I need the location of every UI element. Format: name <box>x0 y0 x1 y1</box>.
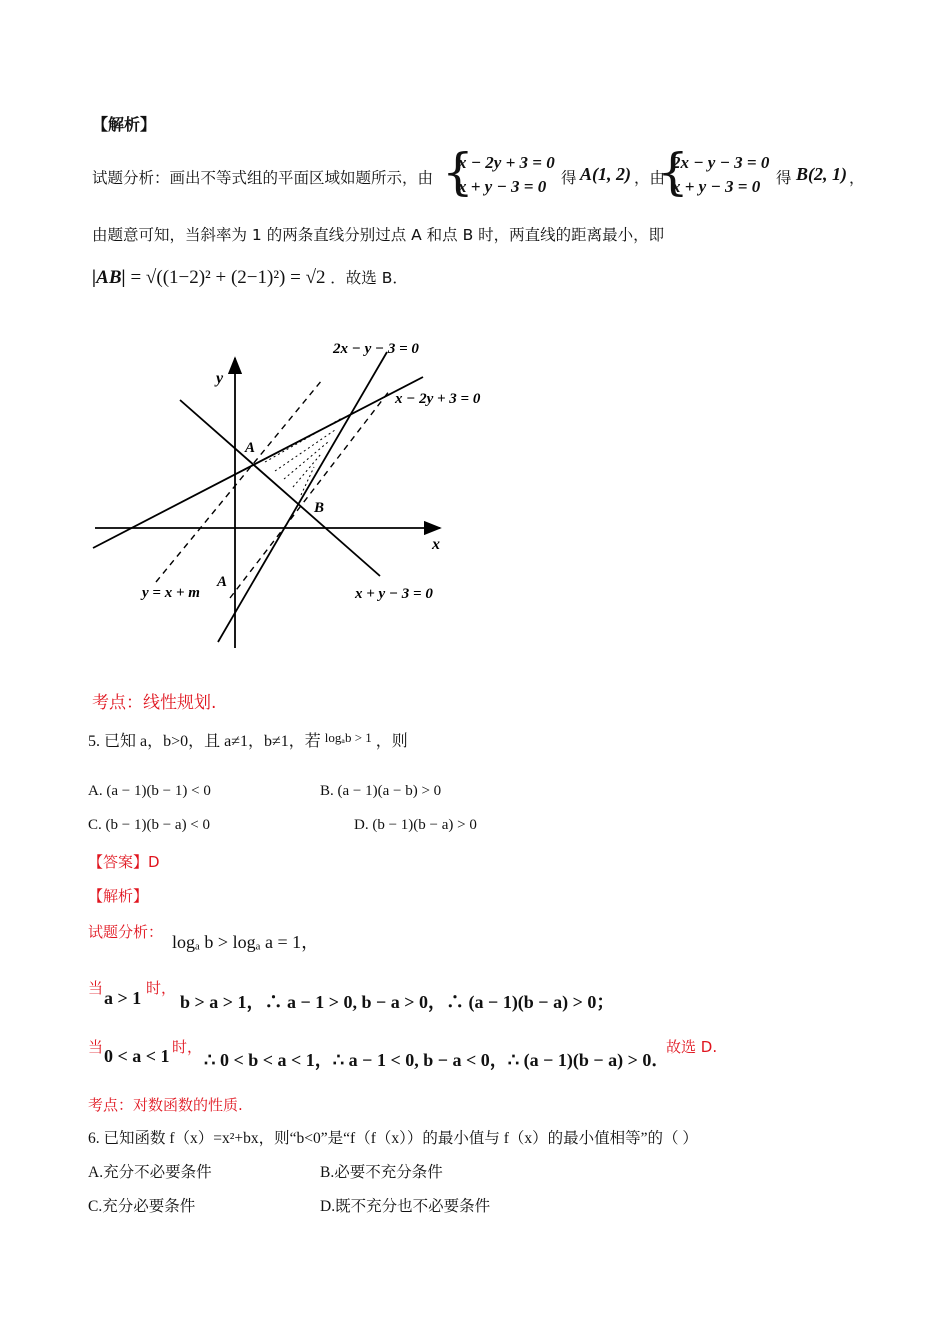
equation-system-1 <box>458 151 555 199</box>
q5-analysis-heading: 【解析】 <box>88 887 149 905</box>
q5-case1-when: 当 <box>88 979 104 997</box>
dashed-line-through-a <box>156 380 325 582</box>
point-a-coords: A(1, 2) <box>580 164 631 184</box>
q5-stem <box>88 728 408 751</box>
q5-case2-end: 故选 D. <box>666 1038 718 1056</box>
formula-end: ．故选 B． <box>330 269 408 287</box>
dashed-line-through-b <box>230 390 390 598</box>
q5-case1-condition: a > 1 <box>104 988 142 1008</box>
analysis-text-line2: 由题意可知，当斜率为 1 的两条直线分别过点 A 和点 B 时，两直线的距离最小，即 <box>92 226 665 244</box>
q5-case1-body: b > a > 1，∴ a − 1 > 0, b − a > 0，∴ (a − 1)(b − a) > 0； <box>180 992 615 1012</box>
q5-kaodian: 考点：对数函数的性质. <box>88 1096 243 1114</box>
text-get: 得 <box>561 169 577 187</box>
equation-line: 2x − y − 3 = 0 <box>672 153 770 172</box>
formula-lhs: |AB| <box>92 267 126 288</box>
formula-rhs: = √((1−2)² + (2−1)²) = √2 <box>130 267 326 288</box>
q5-case1-shi: 时， <box>146 979 177 997</box>
label-axis-y: y <box>216 370 224 387</box>
q5-case2-when: 当 <box>88 1038 104 1056</box>
q5-analysis-formula: logₐ b > logₐ a = 1， <box>172 932 320 952</box>
equation-line: x − 2y + 3 = 0 <box>458 153 555 172</box>
brace-system-2: { <box>657 143 689 201</box>
q5-case2-shi: 时， <box>172 1038 203 1056</box>
brace-system-1: { <box>442 143 474 201</box>
q5-option-c: C. (b − 1)(b − a) < 0 <box>88 817 211 833</box>
label-y-x-m: y = x + m <box>142 585 200 601</box>
q6-stem: 6. 已知函数 f（x）=x²+bx，则“b<0”是“f（f（x））的最小值与 f（x）的最小值相等”的（ ） <box>88 1130 698 1147</box>
kaodian-linear-programming: 考点：线性规划. <box>92 693 217 713</box>
label-point-a-prime: A <box>217 574 228 590</box>
q6-option-c: C.充分必要条件 <box>88 1198 196 1215</box>
q5-option-b: B. (a − 1)(a − b) > 0 <box>320 783 442 799</box>
linear-programming-figure <box>90 330 510 650</box>
label-x-plus-y: x + y − 3 = 0 <box>355 586 433 602</box>
q5-answer: 【答案】D <box>88 853 160 871</box>
text-get: 得 <box>776 169 792 187</box>
q5-case2-condition: 0 < a < 1 <box>104 1046 170 1066</box>
q6-option-a: A.充分不必要条件 <box>88 1164 212 1181</box>
text-comma-you: ，由 <box>634 169 666 187</box>
q5-option-d: D. (b − 1)(b − a) > 0 <box>354 817 477 833</box>
q6-option-b: B.必要不充分条件 <box>320 1164 443 1181</box>
point-b-coords: B(2, 1) <box>796 164 847 184</box>
distance-formula <box>92 266 408 289</box>
equation-line: x + y − 3 = 0 <box>458 177 547 196</box>
q5-stem-log: logₐb > 1 <box>324 730 372 745</box>
section-heading-analysis: 【解析】 <box>92 115 157 134</box>
label-x-2y: x − 2y + 3 = 0 <box>395 391 481 407</box>
equation-system-2 <box>672 151 769 199</box>
q5-option-a: A. (a − 1)(b − 1) < 0 <box>88 783 211 799</box>
label-2x-minus-y: 2x − y − 3 = 0 <box>333 341 419 357</box>
q6-option-d: D.既不充分也不必要条件 <box>320 1198 491 1215</box>
label-point-a: A <box>245 440 256 456</box>
feasible-region-hatching <box>265 418 342 495</box>
q5-analysis-prefix: 试题分析： <box>88 923 164 941</box>
label-axis-x: x <box>432 536 440 553</box>
text-comma: ， <box>849 169 865 187</box>
equation-line: x + y − 3 = 0 <box>672 177 761 196</box>
q5-stem-pre: 5. 已知 a，b>0，且 a≠1，b≠1，若 <box>88 733 321 750</box>
analysis-text-prefix: 试题分析：画出不等式组的平面区域如题所示，由 <box>92 169 434 187</box>
q5-stem-post: ，则 <box>375 733 408 750</box>
q5-case2-body: ∴ 0 < b < a < 1，∴ a − 1 < 0, b − a < 0，∴ (a − 1)(b − a) > 0． <box>204 1050 670 1070</box>
label-point-b: B <box>314 500 325 516</box>
line-x-2y-plus-3 <box>93 377 423 548</box>
